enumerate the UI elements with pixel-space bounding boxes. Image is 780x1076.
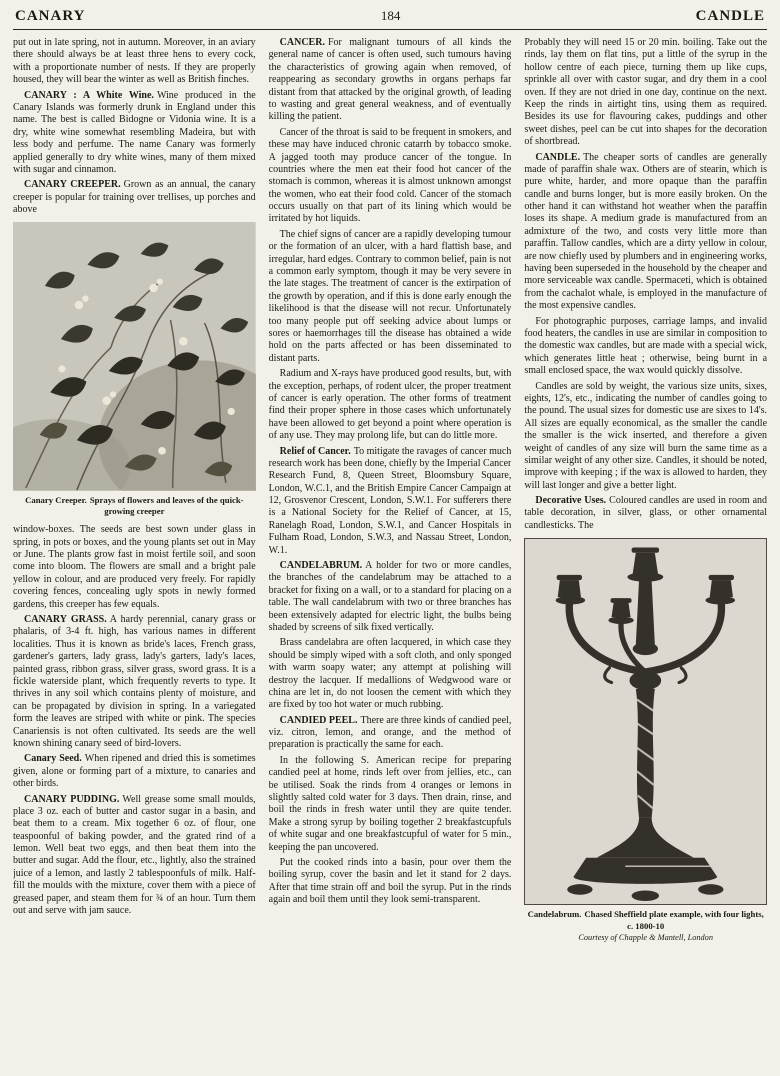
page-number: 184 <box>380 8 401 23</box>
entry-title: CANARY GRASS. <box>24 614 107 626</box>
cancer-para-4 <box>269 368 512 442</box>
entry-decorative-uses <box>524 495 767 532</box>
body-text: put out in late spring, not in autumn. Moreover, in an aviary there should always be at least three hens to every cock, with a proportionate number of nests. If they are properly housed, they will bear the winter as well as British finches. <box>13 37 256 86</box>
candied-peel-para-3 <box>269 857 512 907</box>
cancer-para-2 <box>269 127 512 226</box>
body-text: A hardy perennial, canary grass or phalaris, of 3-4 ft. high, has various names in different localities. Thus it is known as bride's laces, French grass, gardener's garters, lady grass, lady's garters, lady's laces, painted grass, ribbon grass, silver grass, sword grass. It is a fickle waterside plant, which frequently reverts to type. It thrives in any soil which contains plenty of moisture, and can be propagated by division in spring. In a variegated form the leaves are striped with white or pink. The species Canariensis is not often cultivated. Its seeds are the well known shining canary seed of bird-lovers. <box>13 614 256 749</box>
body-text: Put the cooked rinds into a basin, pour over them the boiling syrup, cover the basin and let it stand for 2 days. After that time strain off and boil the syrup. Put in the rinds again and boil them until they look semi-transparent. <box>268 857 512 906</box>
candle-para-2 <box>524 316 767 378</box>
column-left <box>13 37 256 1065</box>
column-middle <box>269 37 512 1065</box>
header-right-word: CANDLE <box>695 8 765 24</box>
body-text: The cheaper sorts of candles are generally made of paraffin shale wax. Others are of stearin, which is pure white, harder, and more opaque than the paraffin candle and burns longer, but is more easily broken. On the other hand it can withstand hot weather when the paraffin loses its shape. A medium grade is manufactured from an admixture of the two, and costs very little more than paraffin. Tallow candles, which are a dirty yellow in colour, are now chiefly used by plumbers and in engineering works, having been superseded in the household by the cheaper and more serviceable wax candle. Spermaceti, which is obtained from the cachalot whale, is employed in the manufacture of the most expensive candles. <box>524 151 767 312</box>
entry-title: CANARY : A White Wine. <box>24 89 154 101</box>
figure-canary-creeper <box>13 222 256 517</box>
entry-canary-grass <box>13 614 256 750</box>
running-head <box>13 7 767 30</box>
figure-candelabrum <box>524 538 767 943</box>
header-left-word: CANARY <box>15 8 86 24</box>
body-text: Probably they will need 15 or 20 min. boiling. Take out the rinds, lay them on flat tins, put a little of the syrup in the hollow centre of each piece, turning them up like cups, sprinkle all over with castor sugar, and dry them in a cool oven. If they are not dried in one day, continue on the next. Keep the rinds in airtight tins, using them as required. Besides its use for flavouring cakes, puddings and other sweet dishes, peel can be cut into shapes for the decoration of shortbread. <box>524 37 767 148</box>
figure-caption <box>13 495 256 518</box>
figure-caption <box>524 909 767 932</box>
body-text: For photographic purposes, carriage lamps, and invalid food heaters, the candles in use are similar in composition to the domestic wax candles, but are made with a special wick, which generates little heat ; otherwise, being burnt in a small enclosed space, the wax would quickly dissolve. <box>524 315 767 377</box>
figure-credit: Courtesy of Chapple & Mantell, London <box>578 933 713 943</box>
entry-title: CANDIED PEEL. <box>279 714 358 726</box>
entry-canary-pudding <box>13 794 256 918</box>
candelabrum-para-2 <box>269 637 512 711</box>
body-text: The chief signs of cancer are a rapidly developing tumour or the formation of an ulcer, with a hard flattish base, and irregular, hard edges. Contrary to common belief, pain is not a common early symptom, though it may be very severe in the late stages. The treatment of cancer is the extirpation of the growth by operation, and if this is done early enough the likelihood is that the disease will not recur. Unfortunately too many people put off seeking advice about lumps or sores or haemorrhages till the disease has obtained a wide hold on the parts affected or has been disseminated to distant parts. <box>268 228 512 364</box>
entry-title: CANDELABRUM. <box>279 560 363 572</box>
candied-peel-para-2 <box>269 755 512 854</box>
caption-text: Chased Sheffield plate example, with four lights, c. 1800-10 <box>584 909 764 931</box>
body-text: Cancer of the throat is said to be frequent in smokers, and these may have induced chronic catarrh by tobacco smoke. A jagged tooth may produce cancer of the tongue. In countries where the men eat their food hot cancer of the stomach is common, whereas it is almost unknown amongst the women, who eat their food cold. Cancer of the stomach occurs usually on that part of its lining which would be irritated by hot liquids. <box>268 126 512 225</box>
continuation-canary-para <box>13 37 256 87</box>
continuation-candied-peel-para <box>524 37 767 149</box>
entry-canary-seed <box>13 753 256 790</box>
body-text: window-boxes. The seeds are best sown under glass in spring, in pots or boxes, and the young plants set out in May or June. The plants grow fast in moist fertile soil, and soon come into bloom. The flowers are small and a bright pale yellow in colour, and are produced very freely. For rapidly covering fences, concealing ugly spots in newly formed gardens, this creeper has few equals. <box>13 524 256 610</box>
entry-title: CANARY PUDDING. <box>24 793 120 805</box>
cancer-para-3 <box>269 229 512 365</box>
text-columns <box>13 37 767 1065</box>
column-right <box>524 37 767 1065</box>
body-text: Grown as an annual, the canary creeper is popular for training over trellises, up porches and above <box>13 179 256 216</box>
body-text: There are three kinds of candied peel, viz. citron, lemon, and orange, and the method of preparation is practically the same for each. <box>268 714 512 751</box>
entry-title: Relief of Cancer. <box>279 445 351 457</box>
body-text: Candles are sold by weight, the various size units, sixes, eights, 12's, etc., indicating the number of candles going to the pound. The usual sizes for domestic use are sixes to 14's. All sizes are equally economical, as the smaller the candle the smaller is the wick inserted, and therefore a given weight of candles of any size will burn the same time as a similar weight of any other size. Candles, it should be noted, improve with keeping ; if the wax is allowed to harden, they will last longer and give a better light. <box>524 380 767 491</box>
canary-creeper-photo <box>13 222 256 490</box>
entry-title: Decorative Uses. <box>535 495 607 507</box>
caption-text: Sprays of flowers and leaves of the quick-growing creeper <box>89 494 244 516</box>
entry-title: Canary Seed. <box>24 753 82 765</box>
body-text: Wine produced in the Canary Islands was formerly drunk in England under this name. The best is called Bidogne or Vidonia wine. It is a dry, white wine somewhat resembling Madeira, but with less body and perfume. The name Canary was formerly applied generally to dry white wines, many of them mixed with sugar and cinnamon. <box>13 89 256 175</box>
body-text: Well grease some small moulds, place 3 oz. each of butter and castor sugar in a basin, and beat them to a cream. Mix together 6 oz. of flour, one teaspoonful of baking powder, and the grated rind of a lemon. Well beat two eggs, and then beat them into the butter and sugar. Add the flour, etc., lightly, also the strained juice of a lemon, and lastly 2 tablespoonfuls of milk. Half-fill the moulds with the mixture, cover them with a piece of greased paper, and steam them for ¾ of an hour. Turn them out and serve with jam sauce. <box>13 793 256 917</box>
entry-canary-creeper <box>13 179 256 216</box>
body-text: Radium and X-rays have produced good results, but, with the exception, perhaps, of rodent ulcer, the proper treatment of cancer is early operation. The other forms of treatment find their proper sphere in those cases which unfortunately have been allowed to get beyond a point where operation is of any use. They may prolong life, but can do little more. <box>268 368 512 442</box>
entry-candied-peel <box>269 715 512 752</box>
body-text: Brass candelabra are often lacquered, in which case they should be simply wiped with a soft cloth, and only sponged with warm soapy water; any attempt at polishing will destroy the lacquer. If medallions of Wedgwood ware or china are let in, do not loosen the cement with which they are fixed by too hot water or much rubbing. <box>268 637 512 711</box>
candle-para-3 <box>524 381 767 493</box>
entry-title: CANCER. <box>279 37 325 48</box>
continuation-creeper-para <box>13 524 256 611</box>
entry-candelabrum <box>269 560 512 634</box>
body-text: A holder for two or more candles, the branches of the candelabrum may be attached to a bracket for fixing on a wall, or to a standard for placing on a table. The wall candelabrum with two or three branches has been extensively adapted for electric light, the bulbs being shaded by screens of silk fixed vertically. <box>268 560 512 633</box>
entry-title: CANDLE. <box>535 151 581 163</box>
entry-canary-wine <box>13 90 256 177</box>
body-text: In the following S. American recipe for preparing candied peel at home, rinds left over from jellies, etc., can be utilised. Soak the rinds from 4 oranges or lemons in slightly salted cold water for 3 days. Then drain, rinse, and boil the rinds in fresh water until they are quite tender. Make a strong syrup by boiling together 2 breakfastcupfuls of white sugar and one breakfastcupful of water for 5 min., keeping the pan uncovered. <box>268 754 512 853</box>
entry-cancer <box>269 37 512 124</box>
body-text: When ripened and dried this is sometimes given, alone or forming part of a mixture, to canaries and other birds. <box>13 753 256 790</box>
candelabrum-photo <box>524 538 767 905</box>
caption-lead: Candelabrum. <box>527 909 582 920</box>
body-text: For malignant tumours of all kinds the general name of cancer is often used, such tumours having the characteristics of growing again when removed, of reappearing as secondary growths in organs perhaps far distant from that attacked by the original growth, of leading to wasting and great general weakness, and of eventually killing the patient. <box>268 37 512 123</box>
body-text: Coloured candles are used in room and table decoration, in silver, glass, or other ornamental candlesticks. The <box>524 495 767 531</box>
entry-candle <box>524 152 767 313</box>
caption-lead: Canary Creeper. <box>25 494 87 505</box>
entry-relief-of-cancer <box>269 446 512 558</box>
body-text: To mitigate the ravages of cancer much research work has been done, chiefly by the Imperial Cancer Research Fund, 8, Queen Street, Bloomsbury Square, London, W.C.1, and the British Empire Cancer Campaign at 12, Grosvenor Crescent, London, S.W.1. For sufferers there is a National Society for the Relief of Cancer, at 15, Ranelagh Road, London, S.W.1, and Cancer Hospitals in Fulham Road, London, S.W.3, and Nassau Street, London, W.1. <box>268 445 512 556</box>
entry-title: CANARY CREEPER. <box>24 179 121 191</box>
